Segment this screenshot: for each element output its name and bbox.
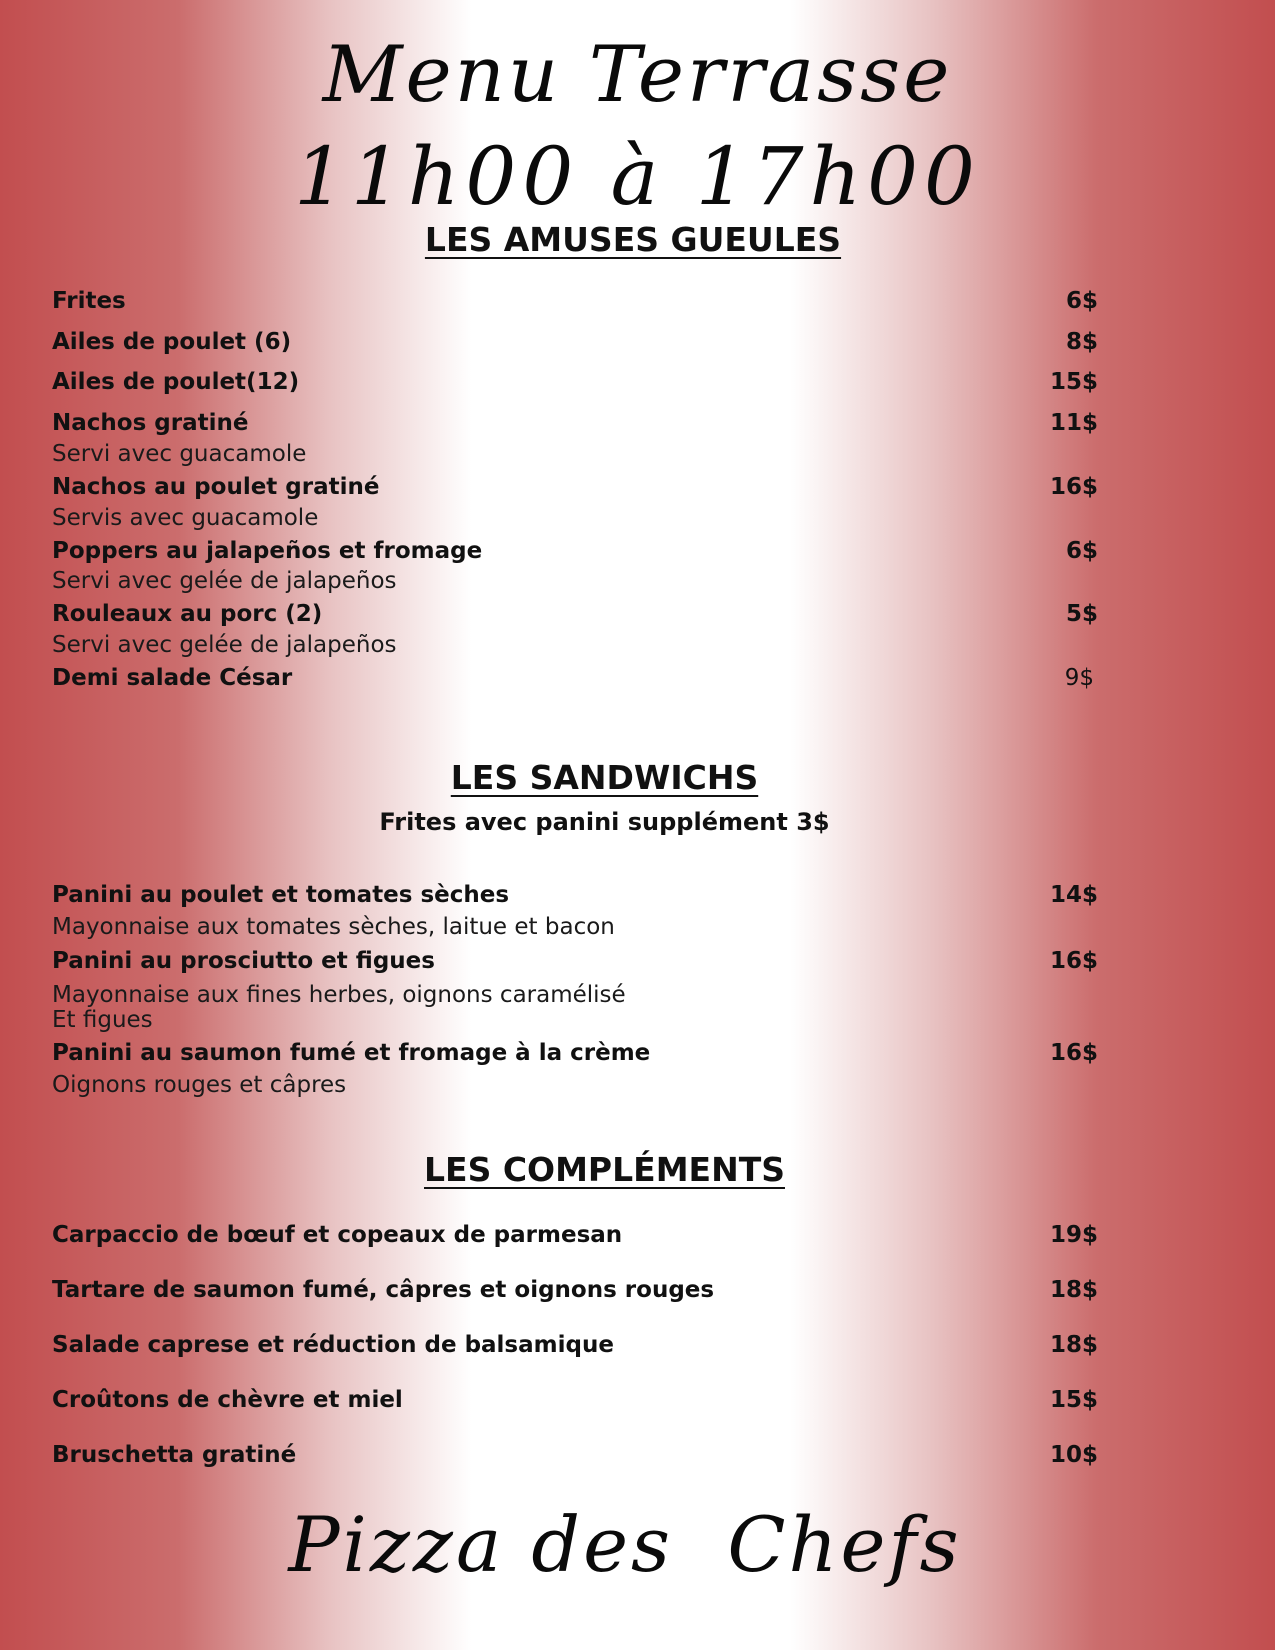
menu-item-price: 11$ — [1049, 410, 1098, 436]
menu-item-description: Servi avec gelée de jalapeños — [52, 632, 397, 658]
menu-item-price: 9$ — [1064, 665, 1094, 691]
menu-item-description: Servi avec guacamole — [52, 441, 307, 467]
menu-item-name: Bruschetta gratiné — [52, 1442, 297, 1468]
menu-item-description-line: Et figues — [52, 1007, 153, 1033]
menu-item-description: Mayonnaise aux tomates sèches, laitue et bacon — [52, 914, 615, 940]
menu-item-price: 5$ — [1065, 601, 1098, 627]
menu-item-price: 18$ — [1049, 1332, 1098, 1358]
menu-item-description: Servi avec gelée de jalapeños — [52, 568, 397, 594]
menu-item-price: 19$ — [1049, 1222, 1098, 1248]
menu-item-name: Nachos gratiné — [52, 410, 249, 436]
menu-item-name: Croûtons de chèvre et miel — [52, 1387, 403, 1413]
section-heading-amuses: LES AMUSES GUEULES — [424, 220, 842, 259]
menu-item-description — [52, 983, 626, 1033]
menu-item-price: 10$ — [1049, 1442, 1098, 1468]
menu-item-price: 16$ — [1049, 948, 1098, 974]
menu-hours: 11h00 à 17h00 — [294, 130, 981, 223]
menu-item-price: 15$ — [1049, 1387, 1098, 1413]
menu-item-description: Oignons rouges et câpres — [52, 1072, 347, 1098]
menu-item-price: 18$ — [1049, 1277, 1098, 1303]
menu-item-name: Poppers au jalapeños et fromage — [52, 538, 483, 564]
section-note: Frites avec panini supplément 3$ — [379, 808, 830, 836]
menu-item-name: Rouleaux au porc (2) — [52, 601, 323, 627]
menu-item-name: Tartare de saumon fumé, câpres et oignons rouges — [52, 1277, 715, 1303]
menu-item-name: Ailes de poulet (6) — [52, 329, 292, 355]
menu-item-name: Panini au prosciutto et figues — [52, 948, 435, 974]
menu-item-price: 16$ — [1049, 474, 1098, 500]
menu-item-price: 6$ — [1065, 288, 1098, 314]
menu-item-price: 8$ — [1065, 329, 1098, 355]
menu-title: Menu Terrasse — [322, 30, 953, 120]
menu-item-price: 6$ — [1065, 538, 1098, 564]
section-heading-complements: LES COMPLÉMENTS — [424, 1150, 785, 1189]
menu-item-description-line: Mayonnaise aux fines herbes, oignons caramélisé — [52, 982, 626, 1008]
brand-signature: Pizza des Chefs — [288, 1500, 962, 1589]
menu-item-name: Panini au poulet et tomates sèches — [52, 882, 510, 908]
section-heading-sandwichs: LES SANDWICHS — [450, 758, 759, 797]
menu-item-name: Demi salade César — [52, 665, 293, 691]
menu-item-name: Frites — [52, 288, 126, 314]
menu-item-name: Nachos au poulet gratiné — [52, 474, 380, 500]
menu-item-price: 14$ — [1049, 882, 1098, 908]
menu-item-price: 15$ — [1049, 369, 1098, 395]
menu-item-price: 16$ — [1049, 1040, 1098, 1066]
menu-item-description: Servis avec guacamole — [52, 505, 319, 531]
menu-item-name: Panini au saumon fumé et fromage à la crème — [52, 1040, 651, 1066]
menu-item-name: Ailes de poulet(12) — [52, 369, 300, 395]
menu-item-name: Salade caprese et réduction de balsamique — [52, 1332, 614, 1358]
menu-item-name: Carpaccio de bœuf et copeaux de parmesan — [52, 1222, 623, 1248]
